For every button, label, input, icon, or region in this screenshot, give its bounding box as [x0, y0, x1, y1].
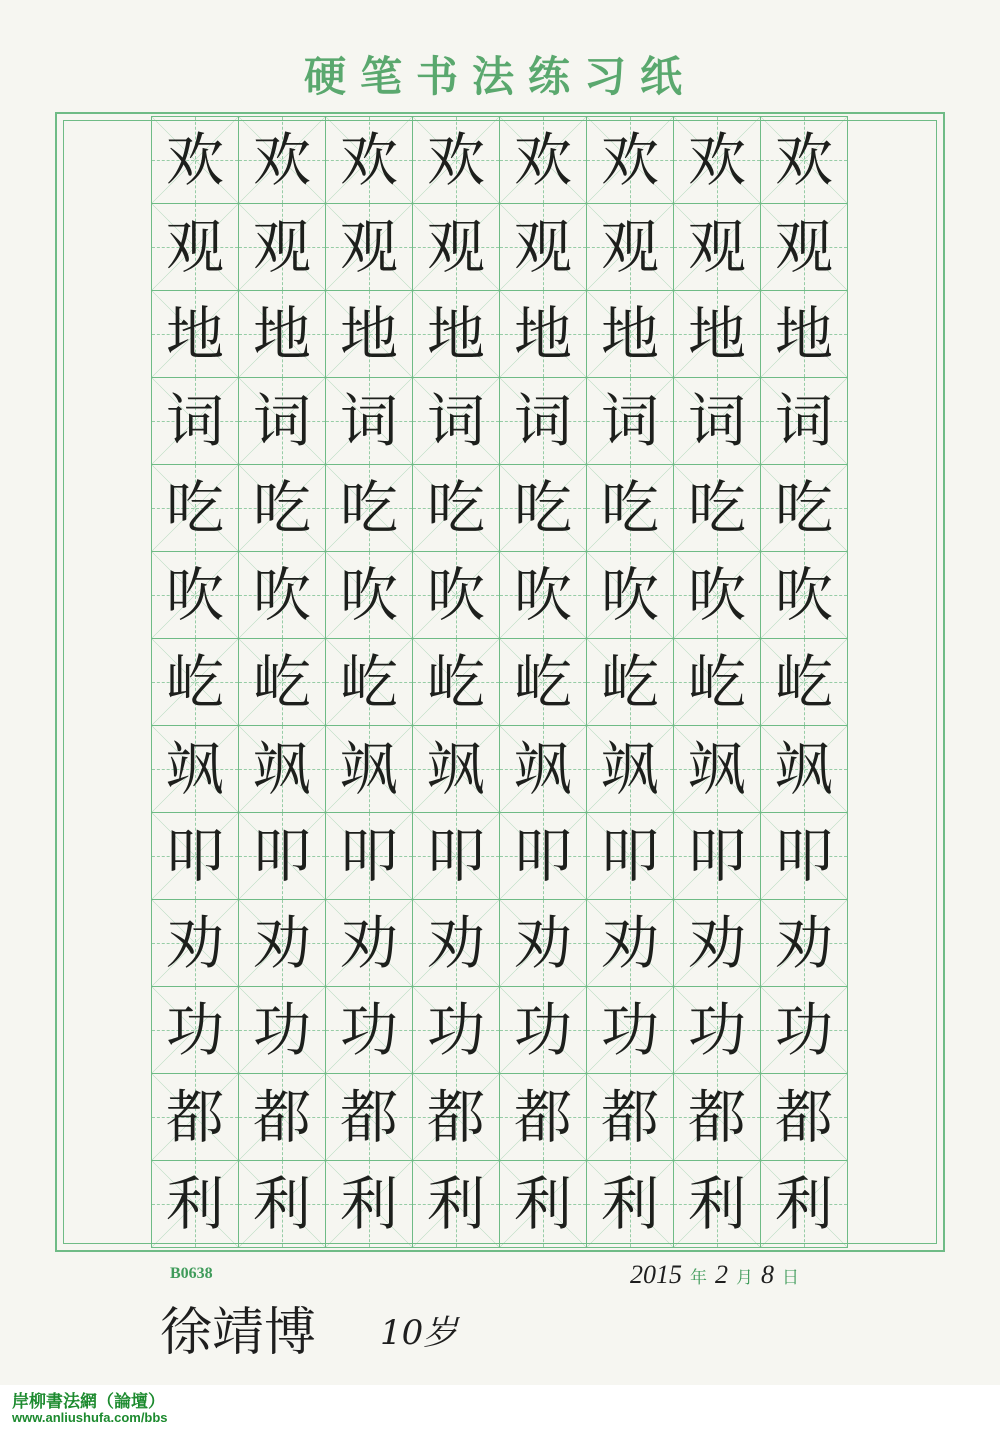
grid-cell: [238, 638, 326, 726]
practice-character: 飒: [426, 735, 485, 803]
grid-cell: [325, 812, 413, 900]
practice-character: 吹: [687, 561, 746, 629]
practice-character: 地: [165, 300, 224, 368]
practice-character: 吹: [165, 561, 224, 629]
practice-character: 叩: [774, 822, 833, 890]
practice-character: 都: [687, 1083, 746, 1151]
grid-cell: [412, 551, 500, 639]
grid-cell: [760, 551, 848, 639]
footer-site-name: 岸柳書法網（論壇）: [12, 1392, 165, 1412]
grid-cell: [499, 116, 587, 204]
practice-character: 地: [687, 300, 746, 368]
practice-character: 欢: [426, 126, 485, 194]
practice-character: 地: [600, 300, 659, 368]
grid-cell: [238, 290, 326, 378]
grid-cell: [151, 290, 239, 378]
grid-cell: [151, 725, 239, 813]
practice-character: 观: [513, 213, 572, 281]
practice-character: 功: [252, 996, 311, 1064]
practice-character: 地: [339, 300, 398, 368]
practice-character: 功: [339, 996, 398, 1064]
grid-cell: [760, 290, 848, 378]
practice-character: 都: [339, 1083, 398, 1151]
practice-character: 功: [687, 996, 746, 1064]
practice-character: 飒: [774, 735, 833, 803]
grid-cell: [673, 725, 761, 813]
practice-character: 吹: [600, 561, 659, 629]
practice-character: 词: [426, 387, 485, 455]
character-grid: [152, 117, 848, 1248]
grid-cell: [151, 899, 239, 987]
grid-cell: [586, 638, 674, 726]
practice-character: 都: [252, 1083, 311, 1151]
grid-cell: [412, 638, 500, 726]
grid-cell: [760, 203, 848, 291]
practice-character: 地: [774, 300, 833, 368]
grid-cell: [325, 899, 413, 987]
practice-character: 劝: [513, 909, 572, 977]
practice-character: 词: [339, 387, 398, 455]
grid-cell: [325, 986, 413, 1074]
grid-cell: [325, 290, 413, 378]
practice-character: 屹: [687, 648, 746, 716]
grid-cell: [673, 899, 761, 987]
practice-character: 吹: [426, 561, 485, 629]
practice-character: 劝: [774, 909, 833, 977]
practice-character: 词: [600, 387, 659, 455]
practice-character: 吹: [339, 561, 398, 629]
grid-cell: [151, 551, 239, 639]
grid-cell: [151, 377, 239, 465]
grid-cell: [760, 116, 848, 204]
grid-cell: [412, 1160, 500, 1248]
practice-character: 叩: [687, 822, 746, 890]
grid-cell: [586, 986, 674, 1074]
date-day: 8: [761, 1260, 774, 1289]
grid-cell: [586, 725, 674, 813]
practice-character: 词: [774, 387, 833, 455]
grid-cell: [673, 377, 761, 465]
practice-character: 吃: [339, 474, 398, 542]
grid-cell: [151, 986, 239, 1074]
practice-character: 劝: [339, 909, 398, 977]
grid-cell: [499, 812, 587, 900]
grid-cell: [325, 551, 413, 639]
practice-character: 欢: [513, 126, 572, 194]
practice-character: 利: [426, 1170, 485, 1238]
grid-cell: [412, 1073, 500, 1161]
practice-character: 观: [165, 213, 224, 281]
practice-character: 都: [426, 1083, 485, 1151]
practice-character: 吃: [774, 474, 833, 542]
grid-cell: [412, 464, 500, 552]
grid-cell: [151, 1160, 239, 1248]
grid-cell: [238, 1073, 326, 1161]
practice-character: 劝: [165, 909, 224, 977]
grid-cell: [499, 464, 587, 552]
grid-cell: [325, 638, 413, 726]
grid-cell: [673, 116, 761, 204]
grid-cell: [499, 638, 587, 726]
grid-cell: [325, 377, 413, 465]
practice-character: 功: [426, 996, 485, 1064]
practice-character: 利: [600, 1170, 659, 1238]
practice-character: 都: [600, 1083, 659, 1151]
practice-character: 都: [774, 1083, 833, 1151]
date-year: 2015: [630, 1260, 682, 1289]
practice-character: 观: [600, 213, 659, 281]
grid-cell: [499, 203, 587, 291]
grid-cell: [760, 725, 848, 813]
practice-character: 利: [165, 1170, 224, 1238]
practice-character: 吹: [252, 561, 311, 629]
grid-cell: [325, 464, 413, 552]
practice-character: 吃: [252, 474, 311, 542]
grid-cell: [238, 377, 326, 465]
practice-character: 飒: [600, 735, 659, 803]
practice-character: 欢: [165, 126, 224, 194]
grid-cell: [586, 899, 674, 987]
footer-url[interactable]: www.anliushufa.com/bbs: [12, 1410, 168, 1425]
grid-cell: [238, 551, 326, 639]
sheet-title: 硬笔书法练习纸: [303, 52, 696, 101]
grid-cell: [151, 812, 239, 900]
practice-character: 欢: [687, 126, 746, 194]
date-line: [630, 1260, 807, 1290]
grid-cell: [151, 1073, 239, 1161]
grid-cell: [499, 899, 587, 987]
practice-character: 功: [165, 996, 224, 1064]
grid-cell: [586, 551, 674, 639]
signature-age: 10岁: [380, 1313, 458, 1353]
grid-cell: [760, 986, 848, 1074]
grid-cell: [238, 812, 326, 900]
practice-character: 屹: [600, 648, 659, 716]
grid-cell: [760, 812, 848, 900]
grid-cell: [586, 290, 674, 378]
practice-character: 都: [165, 1083, 224, 1151]
grid-cell: [586, 1160, 674, 1248]
date-month-unit: 月: [736, 1268, 753, 1287]
practice-character: 飒: [165, 735, 224, 803]
grid-cell: [673, 290, 761, 378]
grid-cell: [412, 203, 500, 291]
grid-cell: [412, 725, 500, 813]
grid-cell: [586, 377, 674, 465]
practice-character: 欢: [252, 126, 311, 194]
sheet-code: B0638: [170, 1265, 213, 1282]
grid-cell: [412, 116, 500, 204]
grid-cell: [673, 464, 761, 552]
practice-character: 吹: [774, 561, 833, 629]
practice-character: 利: [687, 1170, 746, 1238]
practice-character: 劝: [600, 909, 659, 977]
practice-character: 劝: [687, 909, 746, 977]
grid-cell: [238, 1160, 326, 1248]
practice-character: 观: [426, 213, 485, 281]
grid-cell: [325, 725, 413, 813]
practice-character: 劝: [252, 909, 311, 977]
practice-character: 屹: [165, 648, 224, 716]
practice-character: 欢: [339, 126, 398, 194]
date-day-unit: 日: [782, 1268, 799, 1287]
grid-cell: [673, 1073, 761, 1161]
practice-character: 叩: [252, 822, 311, 890]
grid-cell: [673, 638, 761, 726]
grid-cell: [238, 725, 326, 813]
grid-cell: [325, 116, 413, 204]
grid-cell: [325, 1073, 413, 1161]
grid-cell: [151, 116, 239, 204]
grid-cell: [238, 116, 326, 204]
practice-character: 地: [252, 300, 311, 368]
grid-cell: [238, 986, 326, 1074]
practice-character: 利: [252, 1170, 311, 1238]
practice-character: 屹: [513, 648, 572, 716]
grid-cell: [238, 203, 326, 291]
practice-character: 都: [513, 1083, 572, 1151]
grid-cell: [586, 203, 674, 291]
grid-cell: [412, 899, 500, 987]
practice-character: 叩: [426, 822, 485, 890]
grid-cell: [499, 1160, 587, 1248]
grid-cell: [499, 290, 587, 378]
grid-cell: [499, 986, 587, 1074]
practice-character: 词: [687, 387, 746, 455]
grid-cell: [586, 1073, 674, 1161]
practice-character: 飒: [513, 735, 572, 803]
grid-cell: [238, 464, 326, 552]
grid-cell: [412, 290, 500, 378]
practice-character: 功: [774, 996, 833, 1064]
practice-character: 吃: [426, 474, 485, 542]
practice-character: 屹: [339, 648, 398, 716]
practice-character: 功: [513, 996, 572, 1064]
practice-character: 词: [513, 387, 572, 455]
grid-cell: [499, 551, 587, 639]
footer-watermark: [0, 1385, 1000, 1436]
practice-character: 利: [774, 1170, 833, 1238]
grid-cell: [412, 377, 500, 465]
practice-character: 功: [600, 996, 659, 1064]
grid-cell: [151, 638, 239, 726]
practice-character: 叩: [339, 822, 398, 890]
practice-character: 吃: [513, 474, 572, 542]
grid-cell: [151, 203, 239, 291]
practice-character: 观: [687, 213, 746, 281]
practice-character: 叩: [600, 822, 659, 890]
practice-character: 利: [513, 1170, 572, 1238]
date-month: 2: [715, 1260, 728, 1289]
grid-cell: [586, 116, 674, 204]
practice-character: 观: [339, 213, 398, 281]
grid-cell: [673, 1160, 761, 1248]
grid-cell: [499, 377, 587, 465]
grid-cell: [499, 725, 587, 813]
practice-character: 利: [339, 1170, 398, 1238]
grid-cell: [760, 1073, 848, 1161]
grid-cell: [760, 464, 848, 552]
grid-cell: [151, 464, 239, 552]
practice-character: 欢: [600, 126, 659, 194]
practice-character: 屹: [774, 648, 833, 716]
practice-character: 观: [774, 213, 833, 281]
practice-character: 吃: [165, 474, 224, 542]
grid-cell: [325, 203, 413, 291]
practice-character: 吃: [600, 474, 659, 542]
grid-cell: [760, 638, 848, 726]
practice-character: 飒: [339, 735, 398, 803]
grid-cell: [760, 899, 848, 987]
grid-cell: [673, 986, 761, 1074]
grid-cell: [412, 986, 500, 1074]
practice-character: 欢: [774, 126, 833, 194]
practice-character: 词: [165, 387, 224, 455]
grid-cell: [325, 1160, 413, 1248]
practice-character: 飒: [687, 735, 746, 803]
practice-character: 地: [513, 300, 572, 368]
practice-character: 词: [252, 387, 311, 455]
grid-cell: [760, 377, 848, 465]
practice-character: 吹: [513, 561, 572, 629]
practice-character: 叩: [165, 822, 224, 890]
practice-character: 屹: [252, 648, 311, 716]
grid-cell: [673, 551, 761, 639]
practice-character: 屹: [426, 648, 485, 716]
grid-cell: [412, 812, 500, 900]
practice-character: 飒: [252, 735, 311, 803]
grid-cell: [760, 1160, 848, 1248]
practice-character: 地: [426, 300, 485, 368]
practice-character: 劝: [426, 909, 485, 977]
grid-cell: [586, 812, 674, 900]
grid-cell: [499, 1073, 587, 1161]
practice-character: 观: [252, 213, 311, 281]
grid-cell: [673, 812, 761, 900]
grid-cell: [238, 899, 326, 987]
signature-name: 徐靖博: [160, 1303, 317, 1363]
grid-cell: [586, 464, 674, 552]
date-year-unit: 年: [690, 1268, 707, 1287]
grid-cell: [673, 203, 761, 291]
practice-character: 叩: [513, 822, 572, 890]
practice-character: 吃: [687, 474, 746, 542]
